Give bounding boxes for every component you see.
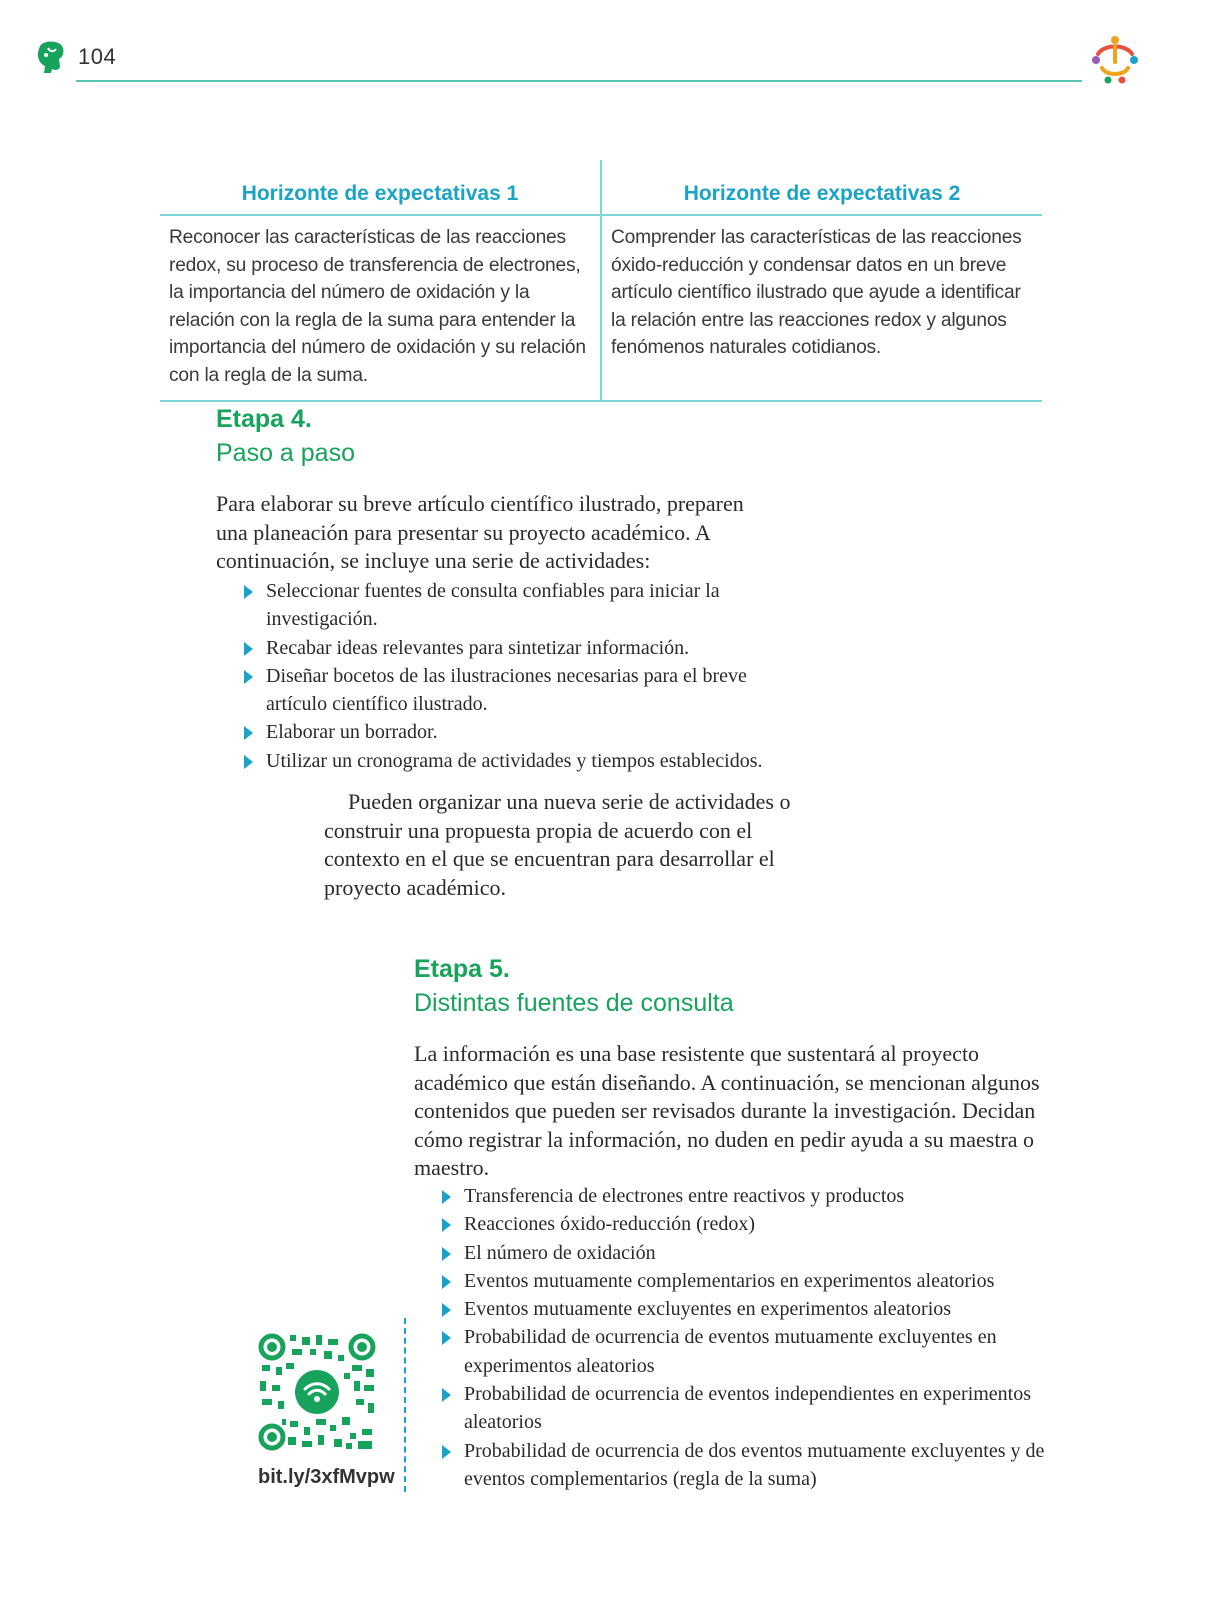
list-item: El número de oxidación (438, 1239, 1078, 1267)
stage4-heading (216, 402, 355, 470)
expectations-table (160, 160, 1042, 402)
page-number: 104 (78, 44, 117, 69)
stage5-heading (414, 952, 734, 1020)
stage4-closing: Pueden organizar una nueva serie de actividades o construir una propuesta propia de acuerdo con el contexto en el que se encuentran para desarrollar el proyecto académico. (324, 789, 791, 900)
list-item: Utilizar un cronograma de actividades y tiempos establecidos. (240, 747, 800, 775)
bullet-triangle-icon (442, 1388, 451, 1402)
dashed-divider (404, 1318, 406, 1492)
bullet-triangle-icon (244, 755, 253, 769)
stage5-intro: La información es una base resistente que sustentará al proyecto académico que están diseñando. A continuación, se mencionan algunos contenidos que pueden ser revisados durante la investigación. Decidan cómo registrar la información, no duden en pedir ayuda a su maestra o maestro. (414, 1041, 1040, 1181)
stage5-subtitle: Distintas fuentes de consulta (414, 989, 734, 1017)
stage4-subtitle: Paso a paso (216, 439, 355, 467)
cultura-head-icon (36, 40, 66, 79)
bullet-triangle-icon (442, 1218, 451, 1232)
list-item: Seleccionar fuentes de consulta confiables para iniciar la investigación. (240, 577, 800, 634)
qr-link-text[interactable]: bit.ly/3xfMvpw (258, 1466, 395, 1488)
list-item: Probabilidad de ocurrencia de eventos independientes en experimentos aleatorios (438, 1380, 1078, 1437)
bullet-triangle-icon (442, 1303, 451, 1317)
stage5-title: Etapa 5. (414, 955, 510, 983)
list-item: Reacciones óxido-reducción (redox) (438, 1210, 1078, 1238)
bullet-triangle-icon (442, 1190, 451, 1204)
bullet-triangle-icon (442, 1445, 451, 1459)
list-item: Elaborar un borrador. (240, 718, 800, 746)
stage4-bullet-list (240, 577, 800, 775)
community-figures-icon (1088, 32, 1142, 91)
expectations-col2-title: Horizonte de expectativas 2 (601, 160, 1042, 215)
stage4-intro: Para elaborar su breve artículo científico ilustrado, preparen una planeación para presentar su proyecto académico. A continuación, se incluye una serie de actividades: (216, 491, 744, 574)
list-item: Eventos mutuamente complementarios en experimentos aleatorios (438, 1267, 1078, 1295)
bullet-triangle-icon (244, 670, 253, 684)
bullet-triangle-icon (244, 726, 253, 740)
qr-code-icon[interactable] (258, 1333, 376, 1451)
list-item: Probabilidad de ocurrencia de eventos mutuamente excluyentes en experimentos aleatorios (438, 1323, 1078, 1380)
list-item: Diseñar bocetos de las ilustraciones necesarias para el breve artículo científico ilustrado. (240, 662, 800, 719)
stage4-title: Etapa 4. (216, 405, 312, 433)
bullet-triangle-icon (442, 1331, 451, 1345)
expectations-col2-text: Comprender las características de las reacciones óxido-reducción y condensar datos en un breve artículo científico ilustrado que ayude a identificar la relación entre las reacciones redox y algunos fenómenos naturales cotidianos. (601, 215, 1042, 401)
bullet-triangle-icon (244, 642, 253, 656)
list-item: Eventos mutuamente excluyentes en experimentos aleatorios (438, 1295, 1078, 1323)
bullet-triangle-icon (442, 1275, 451, 1289)
header-divider (76, 80, 1082, 82)
stage5-bullet-list (438, 1182, 1078, 1493)
expectations-col1-text: Reconocer las características de las reacciones redox, su proceso de transferencia de electrones, la importancia del número de oxidación y la relación con la regla de la suma para entender la importancia del número de oxidación y su relación con la regla de la suma. (160, 215, 601, 401)
bullet-triangle-icon (442, 1247, 451, 1261)
list-item: Probabilidad de ocurrencia de dos eventos mutuamente excluyentes y de eventos complementarios (regla de la suma) (438, 1437, 1078, 1494)
expectations-col1-title: Horizonte de expectativas 1 (160, 160, 601, 215)
list-item: Transferencia de electrones entre reactivos y productos (438, 1182, 1078, 1210)
list-item: Recabar ideas relevantes para sintetizar información. (240, 634, 800, 662)
bullet-triangle-icon (244, 585, 253, 599)
